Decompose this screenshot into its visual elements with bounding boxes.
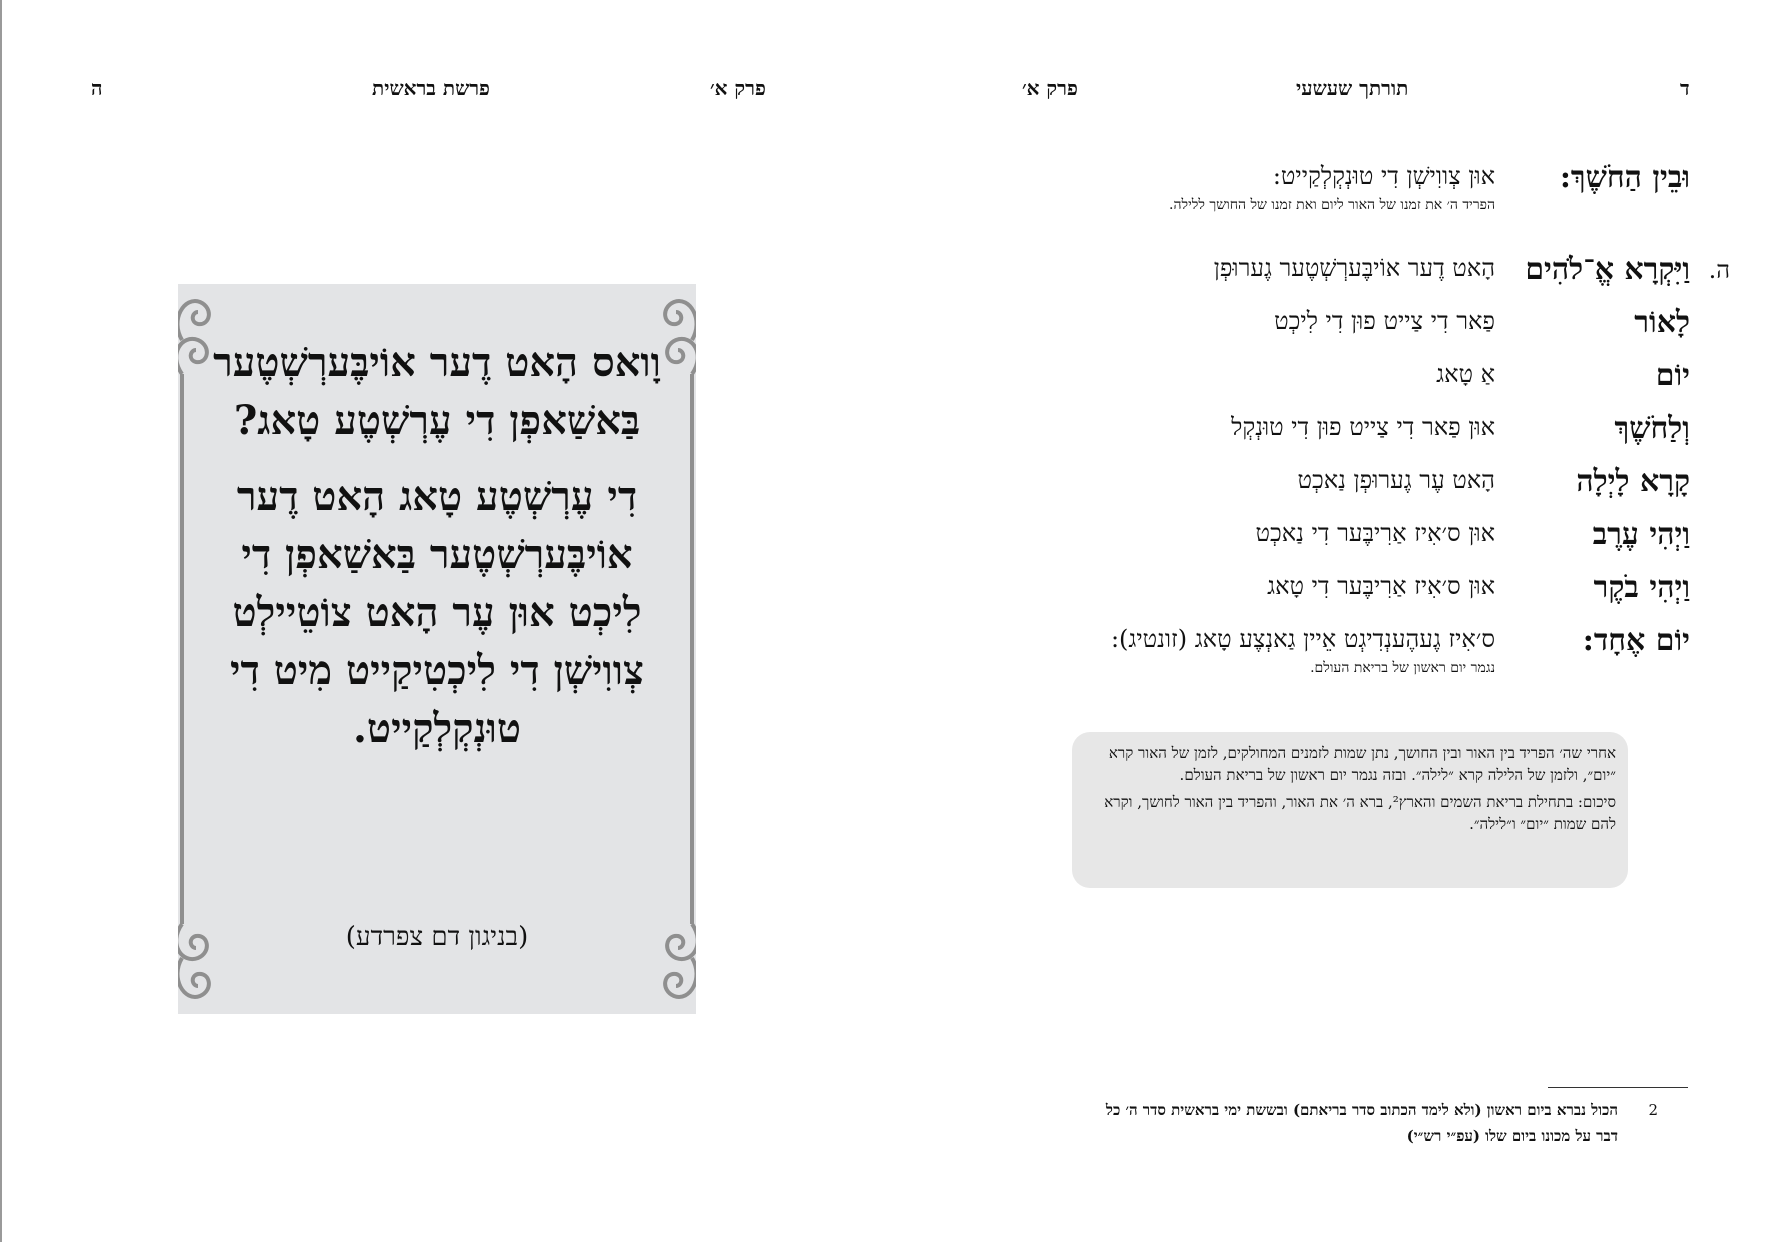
translation-row — [1030, 160, 1690, 252]
right-header-title: תורתך שעשעי — [1296, 76, 1409, 100]
yiddish-translation: הָאט עֶר גֶערוּפְן נַאכְט — [1297, 466, 1495, 494]
hebrew-phrase: וּבֵין הַחֹשֶׁךְ: — [1559, 160, 1690, 195]
translation-table — [1030, 160, 1730, 703]
hebrew-note: הפריד ה׳ את זמנו של האור ליום ואת זמנו של החושך ללילה. — [1169, 197, 1495, 213]
yiddish-translation: הָאט דֶער אוֹיבֶּערְשְׁטֶער גֶערוּפְן — [1213, 254, 1495, 282]
footnote-rule — [1548, 1087, 1688, 1088]
hebrew-phrase: קָרָא לָיְלָה — [1576, 464, 1690, 499]
poem-answer: דִי עֶרְשְׁטֶע טָאג הָאט דֶער אוֹיבֶּערְשְׁטֶער בַּאשַׁאפְן דִי לִיכְט אוּן עֶר הָאט צוֹטֵיילְט צְווִישְׁן דִי לִיכְטִיקַייט מִיט דִי טוּנְקְלְקַייט. — [230, 473, 644, 752]
translation-row — [1030, 305, 1690, 358]
hebrew-phrase: וַיְהִי עֶרֶב — [1592, 517, 1690, 552]
book-spine — [0, 0, 2, 1242]
hebrew-phrase: יוֹם — [1655, 358, 1690, 393]
yiddish-translation: אַ טָאג — [1436, 360, 1495, 388]
translation-row — [1030, 358, 1690, 411]
melody-note: (בניגון דם צפרדע) — [345, 922, 529, 952]
verse-number: ה. — [1708, 256, 1730, 284]
footnote — [1080, 1097, 1658, 1149]
left-header-chapter: פרק א׳ — [710, 76, 766, 100]
right-header-chapter: פרק א׳ — [1022, 76, 1078, 100]
translation-row — [1030, 464, 1690, 517]
summary-conclusion: סיכום: בתחילת בריאת השמים והארץ², ברא ה׳ את האור, והפריד בין האור לחושך, וקרא להם שמות ״יום״ ו״לילה״. — [1104, 793, 1616, 833]
translation-row — [1030, 517, 1690, 570]
summary-box — [1072, 732, 1628, 888]
yiddish-translation: אוּן צְווִישְׁן דִי טוּנְקְלְקַייט: — [1272, 162, 1495, 190]
poem-box — [178, 284, 696, 1014]
yiddish-translation: ס׳אִיז גֶעהֶענְדִיגְט אֵיין גַאנְצֶע טָאג (זונטיג): — [1110, 625, 1495, 653]
right-page-number: ד — [1680, 76, 1690, 100]
poem-text — [198, 334, 676, 776]
translation-row — [1030, 252, 1730, 305]
poem-question: וָואס הָאט דֶער אוֹיבֶּערְשְׁטֶער בַּאשַׁאפְן דִי עֶרְשְׁטֶע טָאג? — [213, 339, 661, 444]
hebrew-phrase: יוֹם אֶחָד: — [1582, 623, 1690, 658]
yiddish-translation: אוּן ס׳אִיז אַרִיבֶּער דִי טָאג — [1267, 572, 1495, 600]
translation-row — [1030, 623, 1690, 703]
yiddish-translation: פַאר דִי צַייט פוּן דִי לִיכְט — [1274, 307, 1495, 335]
hebrew-note: נגמר יום ראשון של בריאת העולם. — [1310, 660, 1495, 676]
hebrew-phrase: וְלַחֹשֶׁךְ — [1614, 411, 1690, 446]
left-page-number: ה — [91, 76, 103, 100]
hebrew-phrase: לָאוֹר — [1634, 305, 1690, 340]
yiddish-translation: אוּן ס׳אִיז אַרִיבֶּער דִי נַאכְט — [1255, 519, 1495, 547]
summary-paragraph: אחרי שה׳ הפריד בין האור ובין החושך, נתן שמות לזמנים המחולקים, לזמן של האור קרא ״יום״, ולזמן של הלילה קרא ״לילה״. ובזה נגמר יום ראשון של בריאת העולם. — [1108, 744, 1616, 784]
left-header-parsha: פרשת בראשית — [372, 76, 490, 100]
footnote-number: 2 — [1648, 1101, 1658, 1119]
translation-row — [1030, 570, 1690, 623]
translation-row — [1030, 411, 1690, 464]
hebrew-phrase: וַיִּקְרָא אֱ־לֹהִים — [1525, 252, 1690, 287]
hebrew-phrase: וַיְהִי בֹקֶר — [1593, 570, 1690, 605]
yiddish-translation: אוּן פַאר דִי צַייט פוּן דִי טוּנְקְל — [1231, 413, 1495, 441]
footnote-text: הכול נברא ביום ראשון (ולא לימד הכתוב סדר בריאתם) ובששת ימי בראשית סדר ה׳ כל דבר על מכונו ביום שלו (עפ״י רש״י) — [1105, 1101, 1618, 1145]
